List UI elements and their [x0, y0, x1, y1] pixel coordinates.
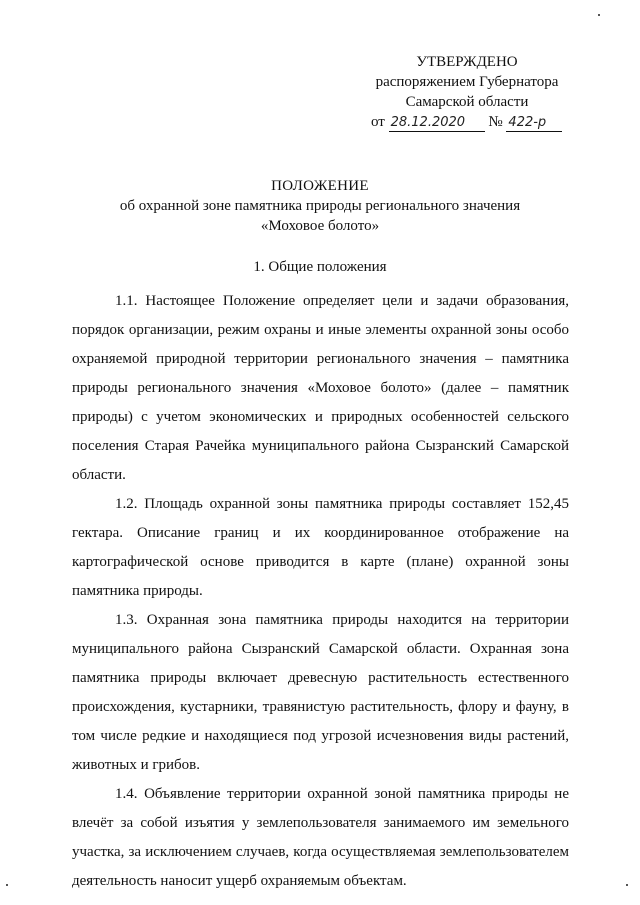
approval-stamp: УТВЕРЖДЕНО	[416, 54, 518, 70]
scan-speck	[598, 14, 600, 16]
section-heading: 1. Общие положения	[253, 259, 387, 275]
paragraph-1-3: 1.3. Охранная зона памятника природы находится на территории муниципального района Сызранский Самарской области. Охранная зона памятника природы включает древесную растительность естественного происхождения, кустарники, травянистую растительность, флору и фауну, в том числе редкие и находящиеся под угрозой исчезновения виды растений, животных и грибов.	[72, 612, 569, 773]
scan-speck	[626, 884, 628, 886]
from-label: от	[371, 114, 385, 130]
document-subtitle: об охранной зоне памятника природы регионального значения	[119, 198, 521, 214]
handwritten-date: 28.12.2020	[389, 115, 485, 132]
approval-line-1: распоряжением Губернатора	[375, 74, 559, 90]
number-label: №	[488, 114, 503, 130]
approval-line-2: Самарской области	[405, 94, 529, 110]
approval-block	[362, 52, 572, 132]
document-body	[72, 287, 569, 896]
document-title-block	[0, 176, 640, 236]
document-title: ПОЛОЖЕНИЕ	[271, 178, 369, 194]
paragraph-1-4: 1.4. Объявление территории охранной зоной памятника природы не влечёт за собой изъятия у землепользователя занимаемого им земельного участка, за исключением случаев, когда осуществляемая землепользователем деятельность наносит ущерб охраняемым объектам.	[72, 786, 569, 889]
scan-speck	[6, 884, 8, 886]
paragraph-1-2: 1.2. Площадь охранной зоны памятника природы составляет 152,45 гектара. Описание границ и их координированное отображение на картографической основе приводится в карте (плане) охранной зоны памятника природы.	[72, 496, 569, 599]
document-object-name: «Моховое болото»	[260, 218, 380, 234]
handwritten-number: 422-р	[506, 115, 562, 132]
paragraph-1-1: 1.1. Настоящее Положение определяет цели и задачи образования, порядок организации, режим охраны и иные элементы охранной зоны особо охраняемой природной территории регионального значения – памятника природы регионального значения «Моховое болото» (далее – памятник природы) с учетом экономических и природных особенностей сельского поселения Старая Рачейка муниципального района Сызранский Самарской области.	[72, 293, 569, 483]
approval-date-line	[362, 112, 572, 132]
